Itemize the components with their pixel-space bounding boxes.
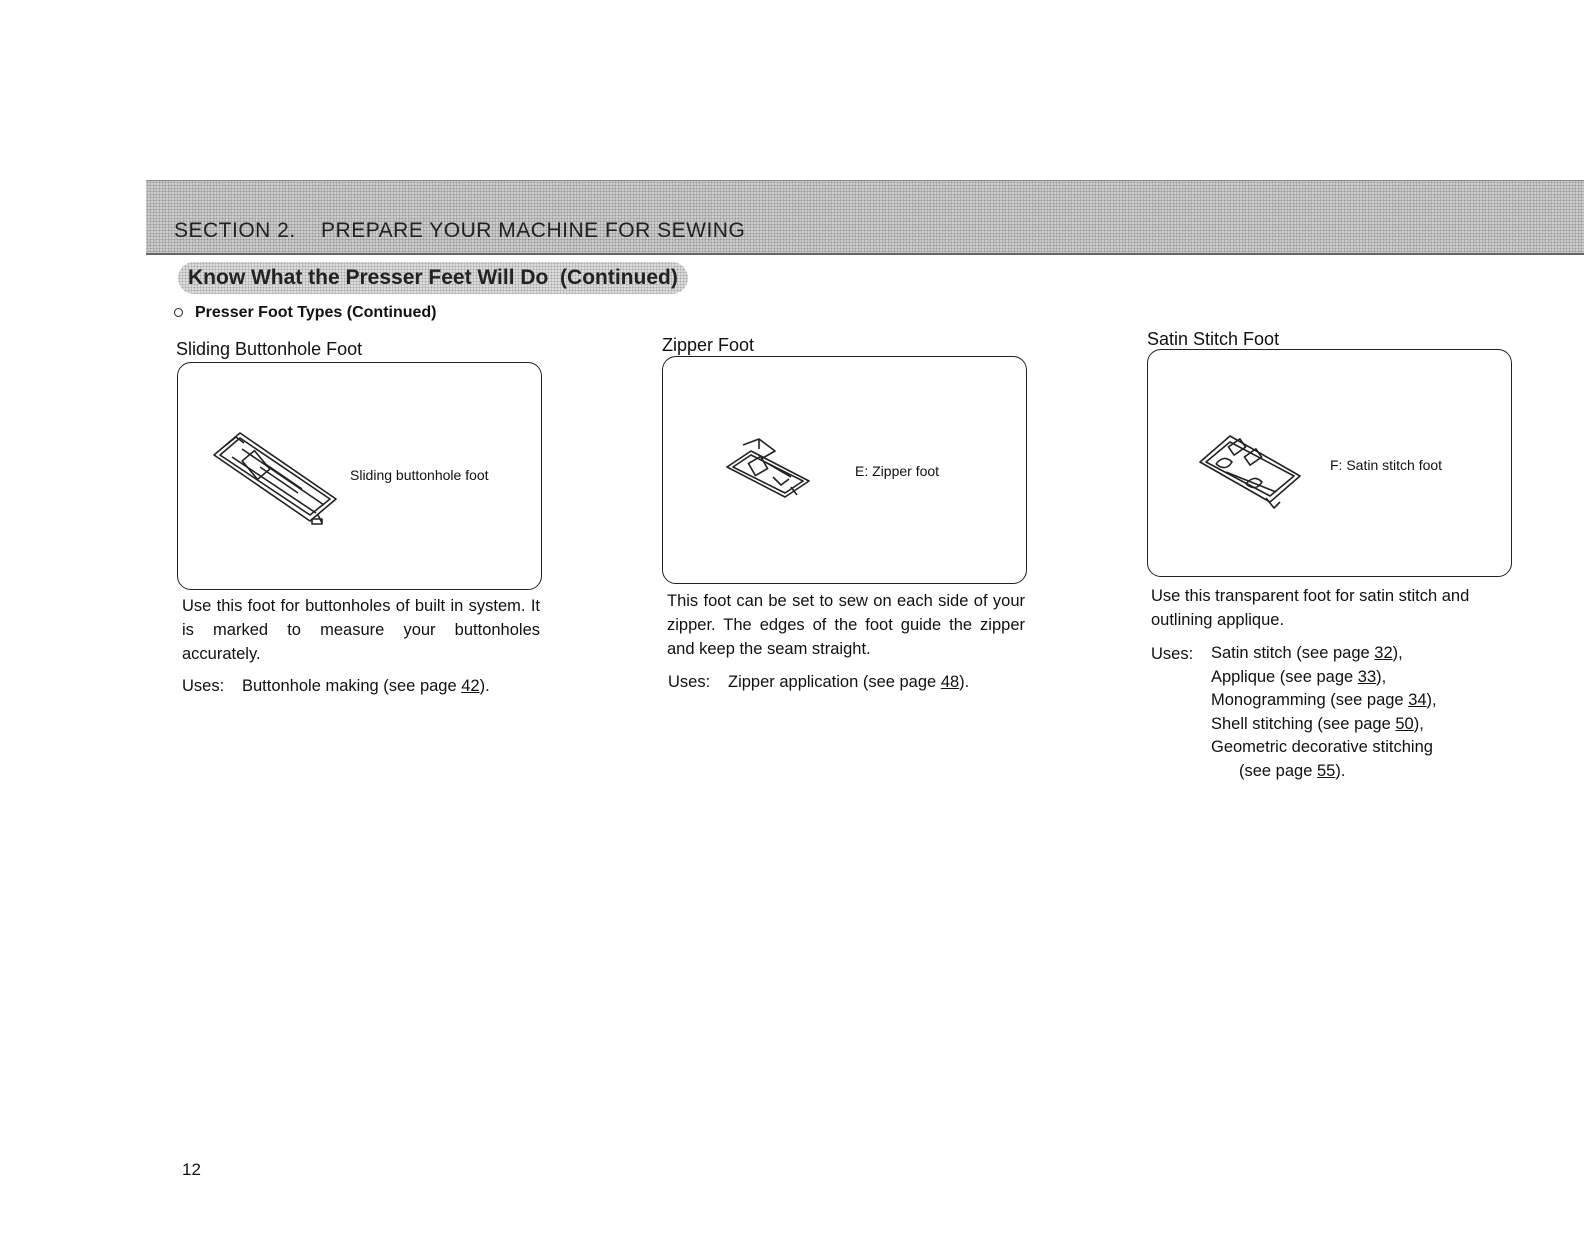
uses-satin-label — [1151, 642, 1193, 666]
bullet-heading — [174, 304, 437, 322]
uses-item-end: ). — [1335, 761, 1346, 780]
satin-stitch-foot-illustration — [1196, 428, 1304, 510]
uses-item-text: Monogramming (see page — [1211, 691, 1409, 709]
uses-item-text: Geometric decorative stitching — [1211, 738, 1433, 756]
uses-item — [1211, 642, 1437, 666]
description-buttonhole: Use this foot for buttonholes of built in system. It is marked to measure your buttonholes accurately. — [182, 597, 540, 663]
uses-item — [1211, 736, 1437, 760]
uses-item — [1211, 713, 1437, 737]
zipper-foot-illustration — [721, 437, 816, 502]
bullet-icon — [174, 308, 183, 317]
section-header-bar — [146, 180, 1584, 255]
uses-label: Uses: — [1151, 645, 1194, 663]
uses-item-end: ). — [959, 673, 970, 691]
uses-item-text: Shell stitching (see page — [1211, 714, 1396, 733]
page-subtitle: Know What the Presser Feet Will Do (Continued) — [178, 262, 688, 294]
uses-item-text: (see page — [1239, 761, 1317, 780]
uses-item-end: ), — [1413, 714, 1424, 733]
figure-frame-buttonhole — [177, 362, 542, 590]
page-reference: 42 — [461, 677, 480, 695]
page-reference: 34 — [1408, 691, 1427, 709]
page-number: 12 — [182, 1160, 201, 1179]
uses-item-text: Applique (see page — [1211, 667, 1358, 686]
uses-item — [1211, 689, 1437, 713]
uses-label: Uses: — [182, 677, 225, 695]
uses-item-end: ), — [1376, 667, 1387, 686]
uses-item-text: Satin stitch (see page — [1211, 644, 1375, 662]
description-satin: Use this transparent foot for satin stitch and outlining applique. — [1151, 587, 1470, 629]
uses-item — [1211, 760, 1437, 784]
uses-item-text: Zipper application (see page — [728, 673, 941, 691]
callout-zipper: E: Zipper foot — [855, 463, 940, 479]
uses-zipper — [668, 670, 969, 694]
uses-item-end: ), — [1392, 644, 1403, 662]
callout-satin: F: Satin stitch foot — [1330, 457, 1443, 473]
callout-buttonhole: Sliding buttonhole foot — [350, 467, 489, 483]
column-title-buttonhole: Sliding Buttonhole Foot — [176, 339, 363, 359]
figure-frame-zipper — [662, 356, 1027, 584]
uses-item-end: ), — [1426, 691, 1437, 709]
column-title-zipper: Zipper Foot — [662, 335, 755, 355]
page-reference: 33 — [1357, 667, 1377, 686]
page-reference: 50 — [1395, 714, 1414, 733]
sliding-buttonhole-foot-illustration — [208, 427, 343, 527]
uses-buttonhole — [182, 674, 490, 698]
uses-item-end: ). — [479, 677, 490, 695]
uses-label: Uses: — [668, 673, 711, 691]
uses-item — [1211, 666, 1437, 690]
page-reference: 48 — [940, 673, 960, 691]
description-zipper: This foot can be set to sew on each side of your zipper. The edges of the foot guide the zipper and keep the seam straight. — [667, 592, 1025, 658]
section-title: SECTION 2. PREPARE YOUR MACHINE FOR SEWING — [174, 219, 746, 242]
column-title-satin: Satin Stitch Foot — [1147, 329, 1280, 349]
bullet-heading-text: Presser Foot Types (Continued) — [195, 304, 437, 321]
uses-satin-list — [1211, 642, 1437, 783]
figure-frame-satin — [1147, 349, 1512, 577]
page-reference: 32 — [1374, 644, 1393, 662]
uses-item-text: Buttonhole making (see page — [242, 677, 462, 695]
page-reference: 55 — [1316, 761, 1336, 780]
